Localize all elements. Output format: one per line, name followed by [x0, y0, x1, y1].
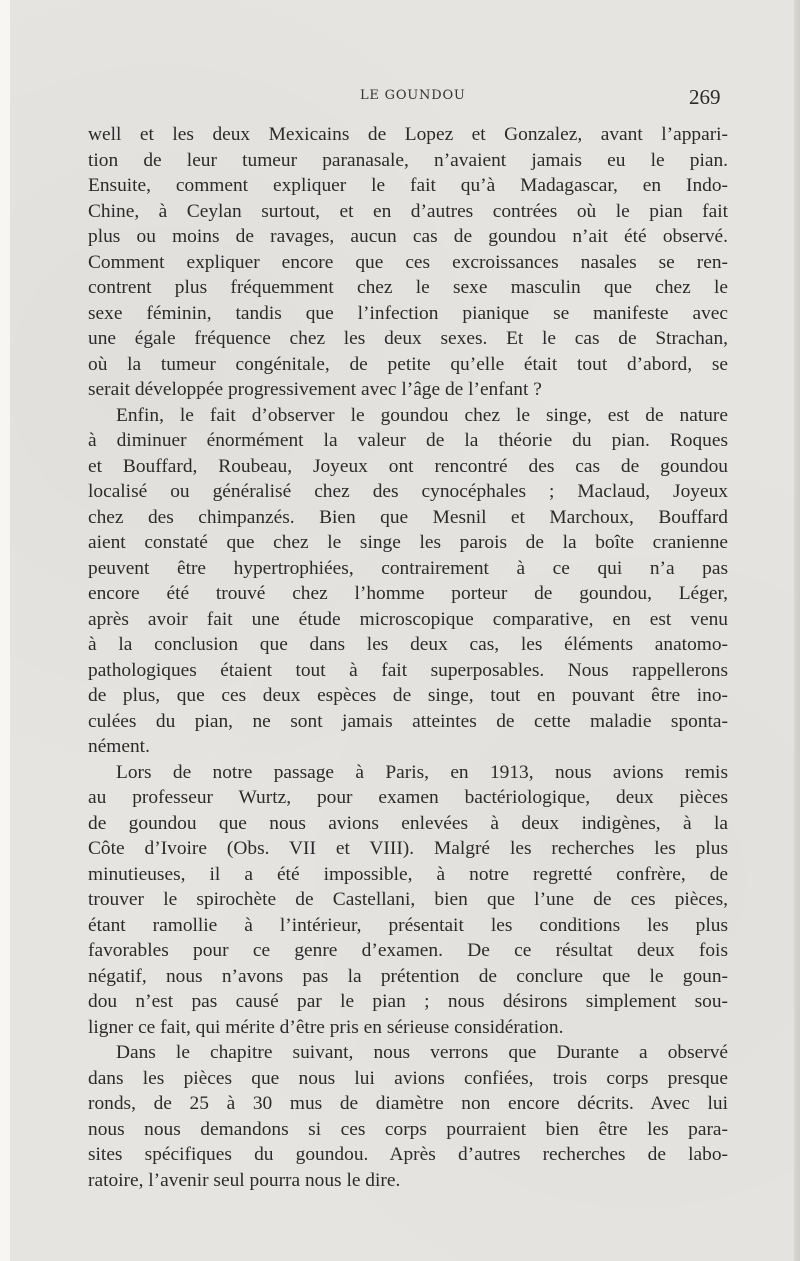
text-line: favorables pour ce genre d’examen. De ce résultat deux fois [88, 940, 728, 961]
text-line: Ensuite, comment expliquer le fait qu’à Madagascar, en Indo- [88, 175, 728, 196]
text-line: à diminuer énormément la valeur de la théorie du pian. Roques [88, 430, 728, 451]
text-line: plus ou moins de ravages, aucun cas de goundou n’ait été observé. [88, 226, 728, 247]
text-line: nous nous demandons si ces corps pourraient bien être les para- [88, 1118, 728, 1140]
text-line: et Bouffard, Roubeau, Joyeux ont rencontré des cas de goundou [88, 455, 728, 477]
page-left-margin [0, 0, 10, 1261]
text-line: tion de leur tumeur paranasale, n’avaient jamais eu le pian. [88, 149, 728, 171]
text-line: encore été trouvé chez l’homme porteur de goundou, Léger, [88, 583, 728, 604]
text-line: sexe féminin, tandis que l’infection pianique se manifeste avec [88, 302, 728, 324]
text-line: Dans le chapitre suivant, nous verrons que Durante a observé [116, 1042, 728, 1063]
text-line: de goundou que nous avions enlevées à deux indigènes, à la [88, 812, 728, 834]
text-line: où la tumeur congénitale, de petite qu’elle était tout d’abord, se [88, 353, 728, 375]
text-line: dans les pièces que nous lui avions confiées, trois corps presque [88, 1067, 728, 1089]
text-line: au professeur Wurtz, pour examen bactériologique, deux pièces [88, 787, 728, 808]
body-text [88, 122, 728, 1193]
text-line: dou n’est pas causé par le pian ; nous désirons simplement sou- [88, 991, 728, 1012]
text-line: Comment expliquer encore que ces excroissances nasales se ren- [88, 251, 728, 273]
text-line: Enfin, le fait d’observer le goundou chez le singe, est de nature [116, 404, 728, 426]
paragraph [88, 760, 728, 1041]
text-line: peuvent être hypertrophiées, contrairement à ce qui n’a pas [88, 557, 728, 579]
text-line: contrent plus fréquemment chez le sexe masculin que chez le [88, 277, 728, 298]
text-line: ronds, de 25 à 30 mus de diamètre non encore décrits. Avec lui [88, 1093, 728, 1114]
running-title: LE GOUNDOU [360, 88, 466, 103]
text-line: trouver le spirochète de Castellani, bien que l’une de ces pièces, [88, 889, 728, 910]
text-line: pathologiques étaient tout à fait superposables. Nous rappellerons [88, 659, 728, 681]
page-right-edge [794, 0, 800, 1261]
text-line: étant ramollie à l’intérieur, présentait les conditions les plus [88, 914, 728, 936]
text-line: chez des chimpanzés. Bien que Mesnil et Marchoux, Bouffard [88, 506, 728, 528]
page-number: 269 [689, 85, 721, 109]
text-line: Côte d’Ivoire (Obs. VII et VIII). Malgré les recherches les plus [88, 838, 728, 859]
text-line: après avoir fait une étude microscopique comparative, en est venu [88, 608, 728, 630]
text-line: nément. [88, 736, 150, 757]
running-header [0, 86, 800, 110]
text-line: négatif, nous n’avons pas la prétention de conclure que le goun- [88, 965, 728, 987]
text-line: à la conclusion que dans les deux cas, les éléments anatomo- [88, 634, 728, 655]
text-line: serait développée progressivement avec l’âge de l’enfant ? [88, 379, 542, 400]
text-line: ligner ce fait, qui mérite d’être pris en sérieuse considération. [88, 1016, 564, 1038]
text-line: minutieuses, il a été impossible, à notre regretté confrère, de [88, 863, 728, 885]
text-line: de plus, que ces deux espèces de singe, tout en pouvant être ino- [88, 685, 728, 706]
text-line: ratoire, l’avenir seul pourra nous le dire. [88, 1169, 401, 1191]
text-line: aient constaté que chez le singe les parois de la boîte cranienne [88, 532, 728, 553]
text-line: localisé ou généralisé chez des cynocéphales ; Maclaud, Joyeux [88, 481, 728, 502]
text-line: une égale fréquence chez les deux sexes. Et le cas de Strachan, [88, 328, 728, 349]
text-line: sites spécifiques du goundou. Après d’autres recherches de labo- [88, 1144, 728, 1165]
text-line: culées du pian, ne sont jamais atteintes de cette maladie sponta- [88, 710, 728, 732]
paragraph [88, 403, 728, 760]
text-line: Chine, à Ceylan surtout, et en d’autres contrées où le pian fait [88, 200, 728, 222]
text-line: well et les deux Mexicains de Lopez et Gonzalez, avant l’appari- [88, 124, 728, 145]
text-line: Lors de notre passage à Paris, en 1913, nous avions remis [116, 761, 728, 783]
paragraph [88, 1040, 728, 1193]
paragraph [88, 122, 728, 403]
